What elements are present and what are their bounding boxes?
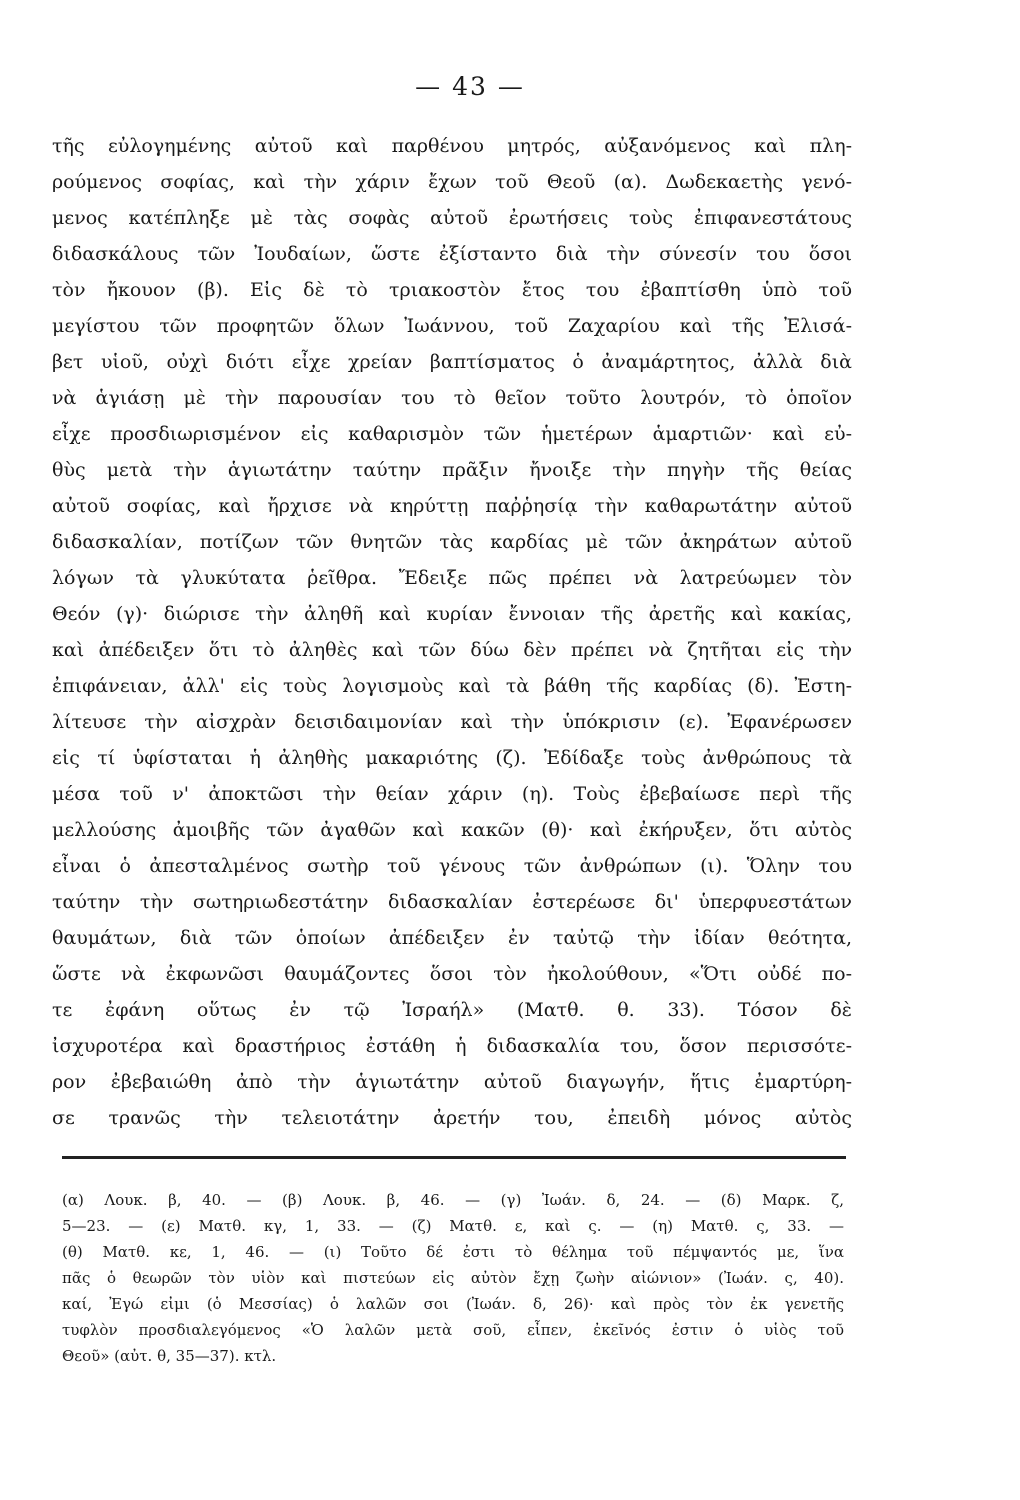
text-line: ὥστε νὰ ἐκφωνῶσι θαυμάζοντες ὅσοι τὸν ἠκολούθουν, «Ὅτι οὐδέ πο- (52, 963, 852, 985)
text-line: διδασκάλους τῶν Ἰουδαίων, ὥστε ἐξίσταντο διὰ τὴν σύνεσίν του ὅσοι (52, 243, 852, 265)
footnote-line: καί, Ἐγώ εἰμι (ὁ Μεσσίας) ὁ λαλῶν σοι (Ἰωάν. δ, 26)· καὶ πρὸς τὸν ἐκ γενετῆς (62, 1295, 844, 1313)
text-line: τῆς εὐλογημένης αὐτοῦ καὶ παρθένου μητρός, αὐξανόμενος καὶ πλη- (52, 135, 852, 157)
text-line: ἐπιφάνειαν, ἀλλ' εἰς τοὺς λογισμοὺς καὶ τὰ βάθη τῆς καρδίας (δ). Ἐστη- (52, 675, 852, 697)
text-line: νὰ ἁγιάσῃ μὲ τὴν παρουσίαν του τὸ θεῖον τοῦτο λουτρόν, τὸ ὁποῖον (52, 387, 852, 409)
text-line: λόγων τὰ γλυκύτατα ῥεῖθρα. Ἔδειξε πῶς πρέπει νὰ λατρεύωμεν τὸν (52, 567, 852, 589)
text-line: θαυμάτων, διὰ τῶν ὁποίων ἀπέδειξεν ἐν ταὐτῷ τὴν ἰδίαν θεότητα, (52, 927, 852, 949)
text-line: θὺς μετὰ τὴν ἁγιωτάτην ταύτην πρᾶξιν ἤνοιξε τὴν πηγὴν τῆς θείας (52, 459, 852, 481)
text-line: μεγίστου τῶν προφητῶν ὅλων Ἰωάννου, τοῦ Ζαχαρίου καὶ τῆς Ἐλισά- (52, 315, 852, 337)
footnote-divider (62, 1156, 846, 1159)
footnotes (62, 1187, 844, 1369)
text-line: μελλούσης ἀμοιβῆς τῶν ἀγαθῶν καὶ κακῶν (θ)· καὶ ἐκήρυξεν, ὅτι αὐτὸς (52, 819, 852, 841)
footnote-line: τυφλὸν προσδιαλεγόμενος «Ὁ λαλῶν μετὰ σοῦ, εἶπεν, ἐκεῖνός ἐστιν ὁ υἱὸς τοῦ (62, 1321, 844, 1339)
text-line: τε ἐφάνη οὕτως ἐν τῷ Ἰσραήλ» (Ματθ. θ. 33). Τόσον δὲ (52, 999, 852, 1021)
page-number: — 43 — (415, 72, 525, 101)
footnote-line: Θεοῦ» (αὐτ. θ, 35—37). κτλ. (62, 1347, 277, 1365)
footnote-line: (α) Λουκ. β, 40. — (β) Λουκ. β, 46. — (γ) Ἰωάν. δ, 24. — (δ) Μαρκ. ζ, (62, 1191, 844, 1209)
footnote-line: πᾶς ὁ θεωρῶν τὸν υἱὸν καὶ πιστεύων εἰς αὐτὸν ἔχῃ ζωὴν αἰώνιον» (Ἰωάν. ς, 40). (62, 1269, 844, 1287)
footnote-line: 5—23. — (ε) Ματθ. κγ, 1, 33. — (ζ) Ματθ. ε, καὶ ς. — (η) Ματθ. ς, 33. — (62, 1217, 844, 1235)
text-line: εἶχε προσδιωρισμένον εἰς καθαρισμὸν τῶν ἡμετέρων ἁμαρτιῶν· καὶ εὐ- (52, 423, 852, 445)
text-line: καὶ ἀπέδειξεν ὅτι τὸ ἀληθὲς καὶ τῶν δύω δὲν πρέπει νὰ ζητῆται εἰς τὴν (52, 639, 852, 661)
text-line: σε τρανῶς τὴν τελειοτάτην ἀρετήν του, ἐπειδὴ μόνος αὐτὸς (52, 1107, 852, 1129)
text-line: ρον ἐβεβαιώθη ἀπὸ τὴν ἁγιωτάτην αὐτοῦ διαγωγήν, ἥτις ἐμαρτύρη- (52, 1071, 852, 1093)
text-line: αὐτοῦ σοφίας, καὶ ἤρχισε νὰ κηρύττῃ παῤῥησίᾳ τὴν καθαρωτάτην αὐτοῦ (52, 495, 852, 517)
footnote-line: (θ) Ματθ. κε, 1, 46. — (ι) Τοῦτο δέ ἐστι τὸ θέλημα τοῦ πέμψαντός με, ἵνα (62, 1243, 844, 1261)
text-line: ἰσχυροτέρα καὶ δραστήριος ἐστάθη ἡ διδασκαλία του, ὅσον περισσότε- (52, 1035, 852, 1057)
text-line: λίτευσε τὴν αἰσχρὰν δεισιδαιμονίαν καὶ τὴν ὑπόκρισιν (ε). Ἐφανέρωσεν (52, 711, 852, 733)
text-line: διδασκαλίαν, ποτίζων τῶν θνητῶν τὰς καρδίας μὲ τῶν ἀκηράτων αὐτοῦ (52, 531, 852, 553)
text-line: Θεόν (γ)· διώρισε τὴν ἀληθῆ καὶ κυρίαν ἔννοιαν τῆς ἀρετῆς καὶ κακίας, (52, 603, 852, 625)
text-line: μενος κατέπληξε μὲ τὰς σοφὰς αὐτοῦ ἐρωτήσεις τοὺς ἐπιφανεστάτους (52, 207, 852, 229)
text-line: τὸν ἤκουον (β). Εἰς δὲ τὸ τριακοστὸν ἔτος του ἐβαπτίσθη ὑπὸ τοῦ (52, 279, 852, 301)
text-line: εἰς τί ὑφίσταται ἡ ἀληθὴς μακαριότης (ζ). Ἐδίδαξε τοὺς ἀνθρώπους τὰ (52, 747, 852, 769)
text-line: μέσα τοῦ ν' ἀποκτῶσι τὴν θείαν χάριν (η). Τοὺς ἐβεβαίωσε περὶ τῆς (52, 783, 852, 805)
text-line: βετ υἱοῦ, οὐχὶ διότι εἶχε χρείαν βαπτίσματος ὁ ἀναμάρτητος, ἀλλὰ διὰ (52, 351, 852, 373)
text-line: ταύτην τὴν σωτηριωδεστάτην διδασκαλίαν ἐστερέωσε δι' ὑπερφυεστάτων (52, 891, 852, 913)
text-line: εἶναι ὁ ἀπεσταλμένος σωτὴρ τοῦ γένους τῶν ἀνθρώπων (ι). Ὅλην του (52, 855, 852, 877)
main-text (52, 128, 852, 1136)
text-line: ρούμενος σοφίας, καὶ τὴν χάριν ἔχων τοῦ Θεοῦ (α). Δωδεκαετὴς γενό- (52, 171, 852, 193)
